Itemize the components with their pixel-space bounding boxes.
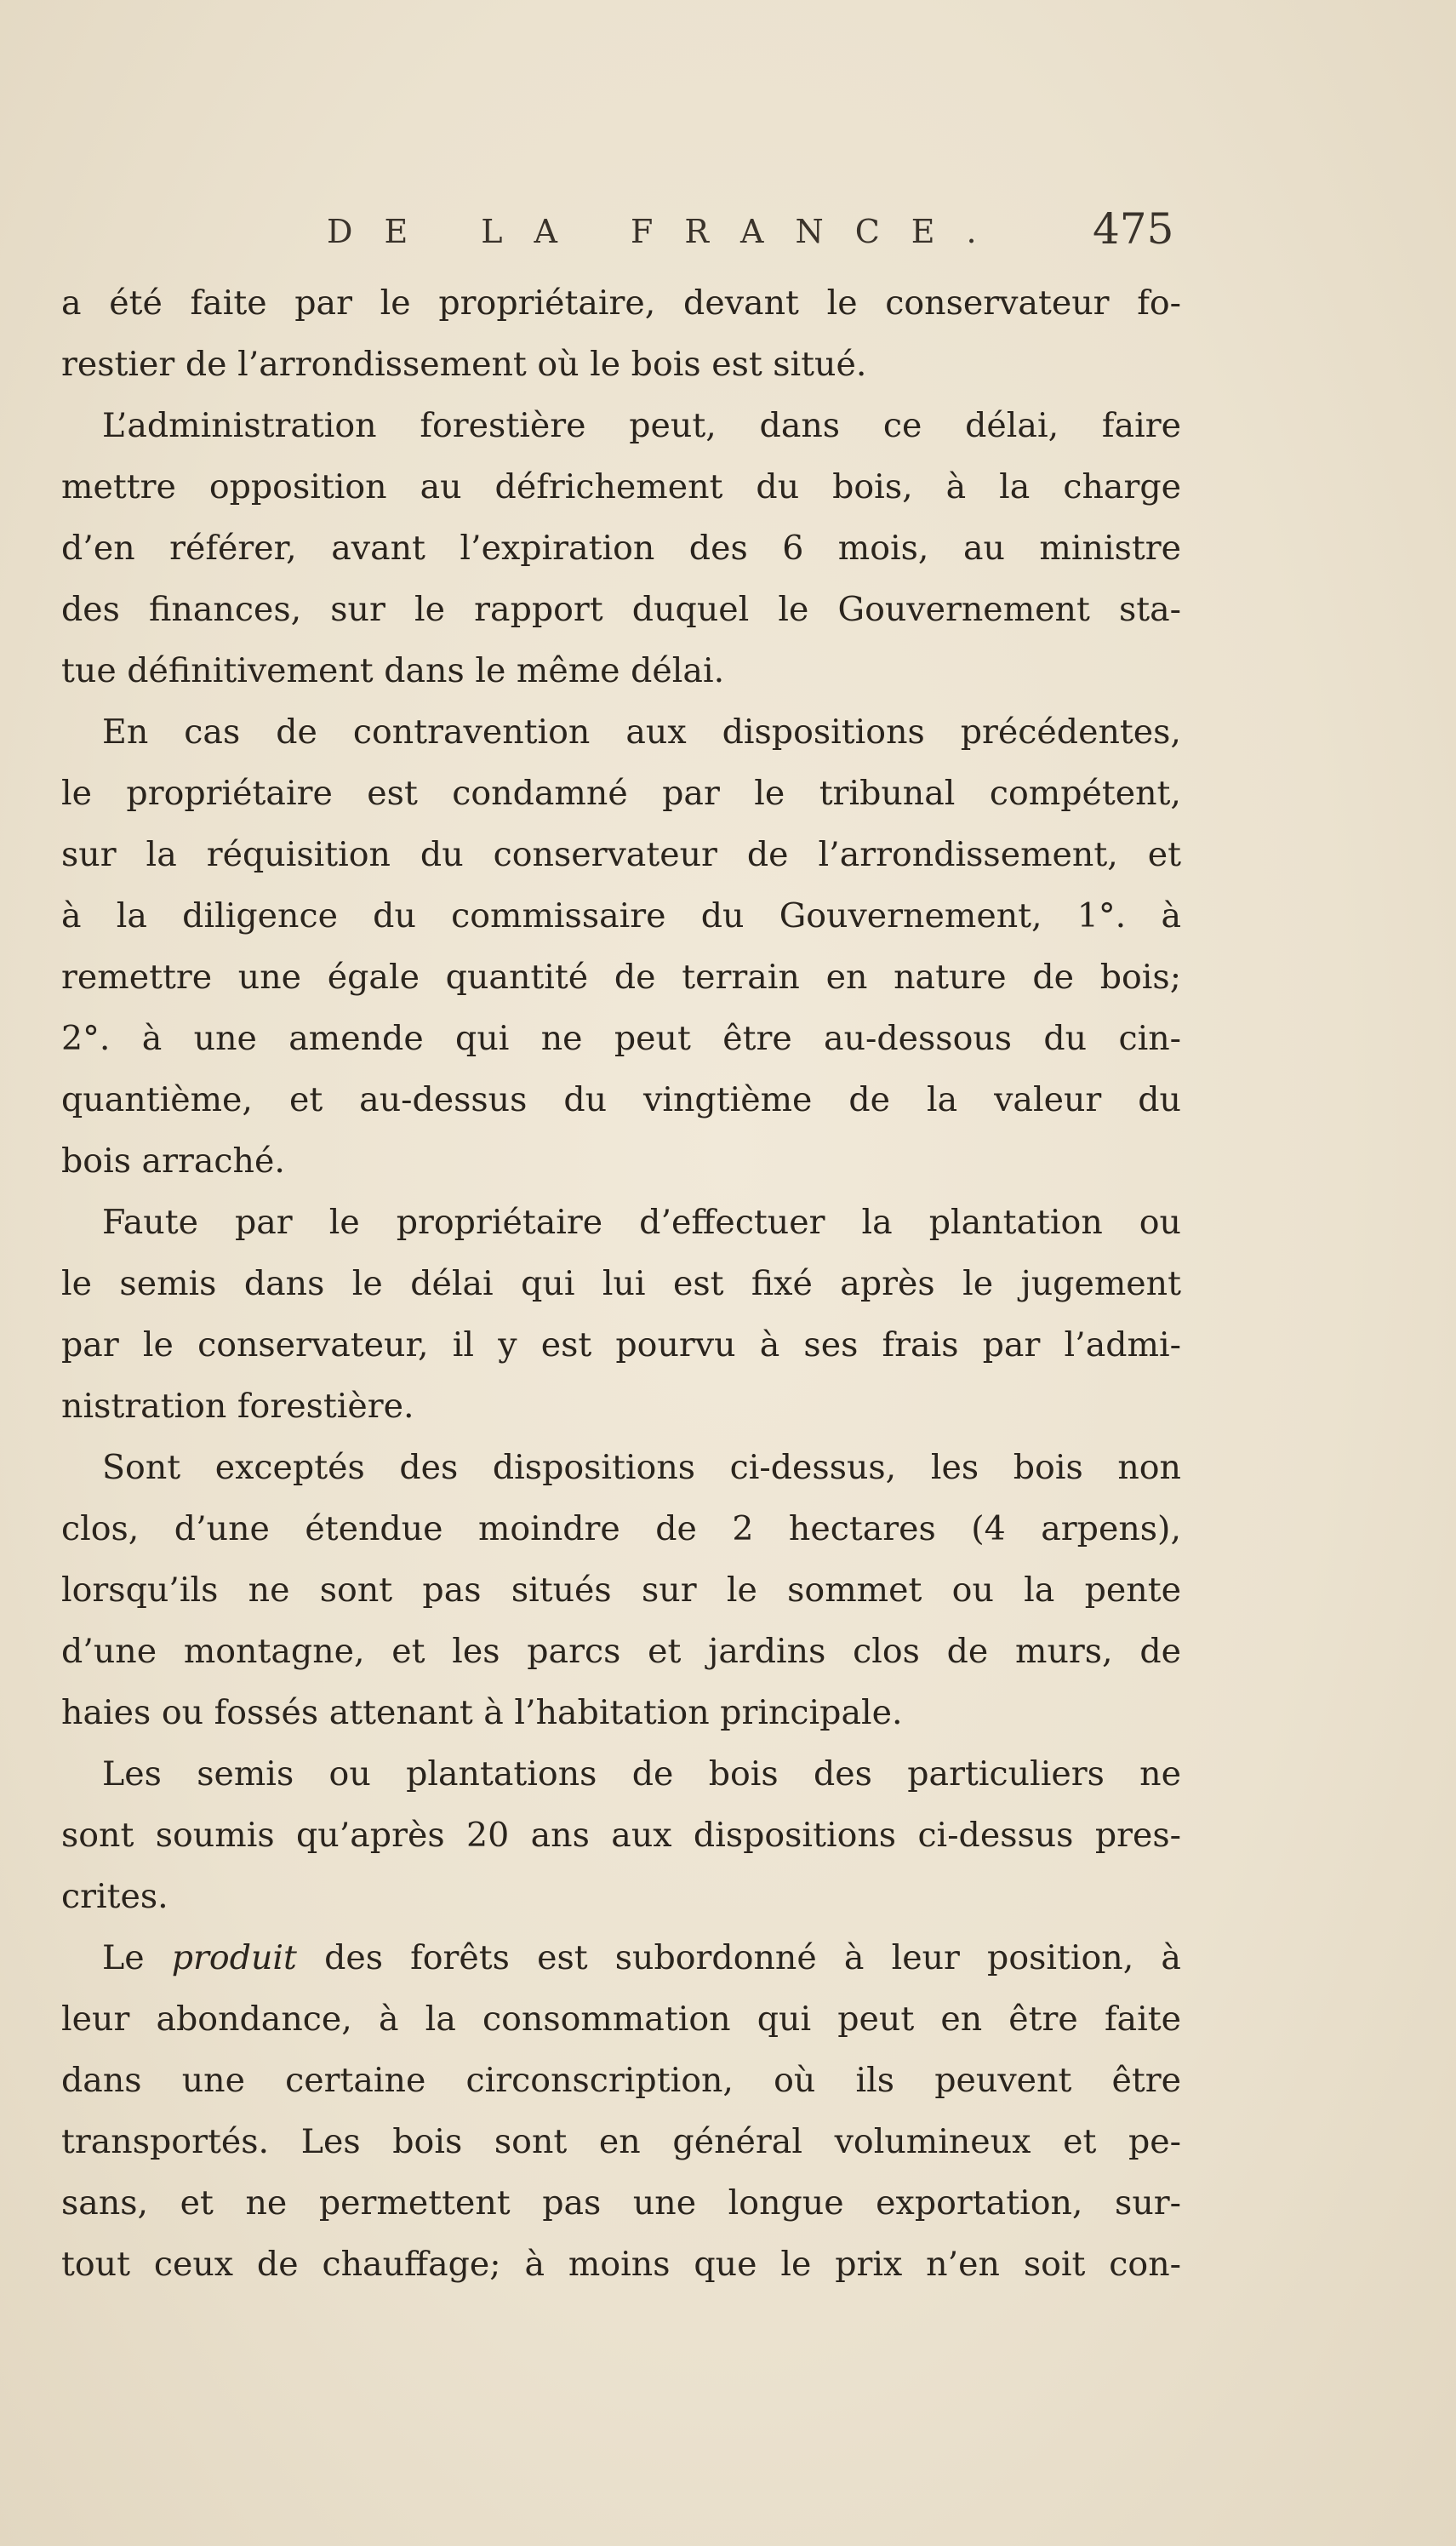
page-header: [0, 203, 1456, 262]
text-line: remettre une égale quantité de terrain en nature de bois;: [61, 958, 1181, 997]
text-line: à la diligence du commissaire du Gouvernement, 1°. à: [61, 896, 1181, 935]
paragraph: [61, 701, 1181, 1192]
text-line: restier de l’arrondissement où le bois est situé.: [61, 345, 867, 384]
text-line: tout ceux de chauffage; à moins que le prix n’en soit con-: [61, 2245, 1181, 2284]
text-line: mettre opposition au défrichement du bois, à la charge: [61, 467, 1181, 506]
page-number: 475: [1093, 204, 1174, 254]
text-line: sur la réquisition du conservateur de l’arrondissement, et: [61, 835, 1181, 874]
text-line: [61, 1927, 1181, 1988]
text-line: haies ou fossés attenant à l’habitation principale.: [61, 1693, 903, 1732]
paragraph: [61, 272, 1181, 395]
text-run: Le: [102, 1938, 172, 1977]
running-head: DE LA FRANCE.: [327, 213, 1008, 250]
text-line: d’en référer, avant l’expiration des 6 mois, au ministre: [61, 529, 1181, 568]
text-line: quantième, et au-dessus du vingtième de la valeur du: [61, 1080, 1181, 1119]
text-line: le semis dans le délai qui lui est fixé après le jugement: [61, 1264, 1181, 1303]
text-line: Les semis ou plantations de bois des particuliers ne: [102, 1754, 1181, 1794]
text-line: a été faite par le propriétaire, devant le conservateur fo-: [61, 283, 1181, 323]
text-line: nistration forestière.: [61, 1387, 414, 1426]
text-line: crites.: [61, 1877, 168, 1916]
paragraph: [61, 1927, 1181, 2295]
text-line: dans une certaine circonscription, où ils peuvent être: [61, 2061, 1181, 2100]
text-line: clos, d’une étendue moindre de 2 hectares (4 arpens),: [61, 1509, 1181, 1548]
paragraph: [61, 1743, 1181, 1927]
text-line: tue définitivement dans le même délai.: [61, 651, 725, 690]
paragraph: [61, 1192, 1181, 1437]
text-line: sans, et ne permettent pas une longue exportation, sur-: [61, 2183, 1181, 2223]
text-line: d’une montagne, et les parcs et jardins clos de murs, de: [61, 1632, 1181, 1671]
text-line: Sont exceptés des dispositions ci-dessus, les bois non: [102, 1448, 1181, 1487]
text-line: des finances, sur le rapport duquel le Gouvernement sta-: [61, 590, 1181, 629]
text-run: des forêts est subordonné à leur position, à: [296, 1938, 1181, 1977]
text-line: En cas de contravention aux dispositions précédentes,: [102, 712, 1181, 752]
text-line: leur abondance, à la consommation qui peut en être faite: [61, 2000, 1181, 2039]
paragraph: [61, 1437, 1181, 1743]
body-text: [61, 272, 1181, 2295]
text-line: par le conservateur, il y est pourvu à ses frais par l’admi-: [61, 1325, 1181, 1365]
text-line: bois arraché.: [61, 1141, 285, 1181]
italic-term: produit: [171, 1938, 297, 1977]
text-line: transportés. Les bois sont en général volumineux et pe-: [61, 2122, 1181, 2161]
text-line: L’administration forestière peut, dans ce délai, faire: [102, 406, 1181, 445]
text-line: lorsqu’ils ne sont pas situés sur le sommet ou la pente: [61, 1571, 1181, 1610]
paragraph: [61, 395, 1181, 701]
text-line: sont soumis qu’après 20 ans aux dispositions ci-dessus pres-: [61, 1816, 1181, 1855]
text-line: Faute par le propriétaire d’effectuer la plantation ou: [102, 1203, 1181, 1242]
text-line: le propriétaire est condamné par le tribunal compétent,: [61, 774, 1181, 813]
text-line: 2°. à une amende qui ne peut être au-dessous du cin-: [61, 1019, 1181, 1058]
